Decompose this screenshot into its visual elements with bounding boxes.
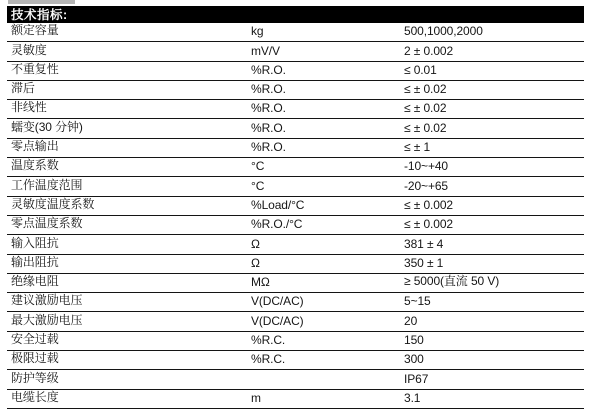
- spec-unit: kg: [251, 24, 264, 39]
- scan-artifact: [8, 0, 75, 4]
- spec-label: 建议激励电压: [11, 293, 83, 308]
- spec-label: 灵敏度: [11, 42, 47, 57]
- spec-label: 最大激励电压: [11, 312, 83, 327]
- spec-value: -20~+65: [404, 178, 449, 193]
- table-row: [7, 255, 584, 274]
- table-row: [7, 119, 584, 138]
- table-row: [7, 370, 584, 389]
- spec-label: 零点温度系数: [11, 216, 83, 231]
- spec-unit: %R.C.: [251, 352, 286, 367]
- spec-label: 不重复性: [11, 61, 59, 76]
- spec-value: ≥ 5000(直流 50 V): [404, 274, 500, 289]
- spec-unit: %R.O.: [251, 140, 286, 155]
- spec-value: ≤ ± 0.02: [404, 82, 447, 97]
- spec-unit: °C: [251, 178, 265, 193]
- spec-unit: mV/V: [251, 43, 280, 58]
- spec-label: 防护等级: [11, 370, 59, 385]
- table-row: [7, 158, 584, 177]
- spec-value: 20: [404, 313, 418, 328]
- spec-unit: %Load/°C: [251, 197, 305, 212]
- spec-label: 零点输出: [11, 139, 59, 154]
- table-row: [7, 332, 584, 351]
- spec-value: 350 ± 1: [404, 255, 444, 270]
- spec-table: [7, 23, 584, 409]
- table-row: [7, 23, 584, 42]
- spec-label: 非线性: [11, 100, 47, 115]
- spec-label: 工作温度范围: [11, 177, 83, 192]
- spec-value: IP67: [404, 371, 429, 386]
- table-row: [7, 81, 584, 100]
- section-header-bar: [7, 6, 584, 23]
- spec-unit: %R.O.: [251, 62, 286, 77]
- spec-value: ≤ 0.01: [404, 62, 437, 77]
- table-row: [7, 235, 584, 254]
- spec-value: -10~+40: [404, 159, 449, 174]
- spec-label: 绝缘电阻: [11, 274, 59, 289]
- table-row: [7, 139, 584, 158]
- spec-unit: Ω: [251, 236, 260, 251]
- spec-unit: °C: [251, 159, 265, 174]
- spec-label: 灵敏度温度系数: [11, 196, 95, 211]
- spec-value: 500,1000,2000: [404, 24, 483, 39]
- spec-value: 3.1: [404, 390, 421, 405]
- spec-label: 极限过载: [11, 351, 59, 366]
- table-row: [7, 177, 584, 196]
- spec-label: 滞后: [11, 81, 35, 96]
- spec-value: 300: [404, 352, 424, 367]
- spec-value: ≤ ± 0.002: [404, 217, 453, 232]
- spec-unit: %R.O.: [251, 120, 286, 135]
- spec-value: ≤ ± 1: [404, 140, 431, 155]
- spec-label: 温度系数: [11, 158, 59, 173]
- spec-unit: Ω: [251, 255, 260, 270]
- spec-value: 2 ± 0.002: [404, 43, 454, 58]
- table-row: [7, 312, 584, 331]
- table-row: [7, 216, 584, 235]
- table-row: [7, 197, 584, 216]
- spec-label: 输入阻抗: [11, 235, 59, 250]
- spec-label: 额定容量: [11, 23, 59, 38]
- table-row: [7, 100, 584, 119]
- spec-unit: V(DC/AC): [251, 313, 304, 328]
- spec-unit: MΩ: [251, 275, 270, 290]
- table-row: [7, 351, 584, 370]
- table-row: [7, 42, 584, 61]
- spec-unit: %R.O./°C: [251, 217, 303, 232]
- spec-value: ≤ ± 0.02: [404, 120, 447, 135]
- spec-value: 381 ± 4: [404, 236, 444, 251]
- spec-unit: m: [251, 390, 261, 405]
- table-row: [7, 274, 584, 293]
- spec-value: ≤ ± 0.002: [404, 197, 453, 212]
- spec-label: 蠕变(30 分钟): [11, 119, 83, 134]
- spec-unit: %R.O.: [251, 82, 286, 97]
- table-row: [7, 390, 584, 409]
- section-title: 技术指标:: [11, 8, 68, 22]
- table-row: [7, 293, 584, 312]
- table-row: [7, 62, 584, 81]
- spec-value: 150: [404, 333, 424, 348]
- spec-unit: %R.O.: [251, 101, 286, 116]
- spec-value: 5~15: [404, 294, 431, 309]
- spec-unit: V(DC/AC): [251, 294, 304, 309]
- spec-label: 电缆长度: [11, 389, 59, 404]
- spec-label: 输出阻抗: [11, 254, 59, 269]
- spec-label: 安全过载: [11, 332, 59, 347]
- spec-value: ≤ ± 0.02: [404, 101, 447, 116]
- spec-unit: %R.C.: [251, 333, 286, 348]
